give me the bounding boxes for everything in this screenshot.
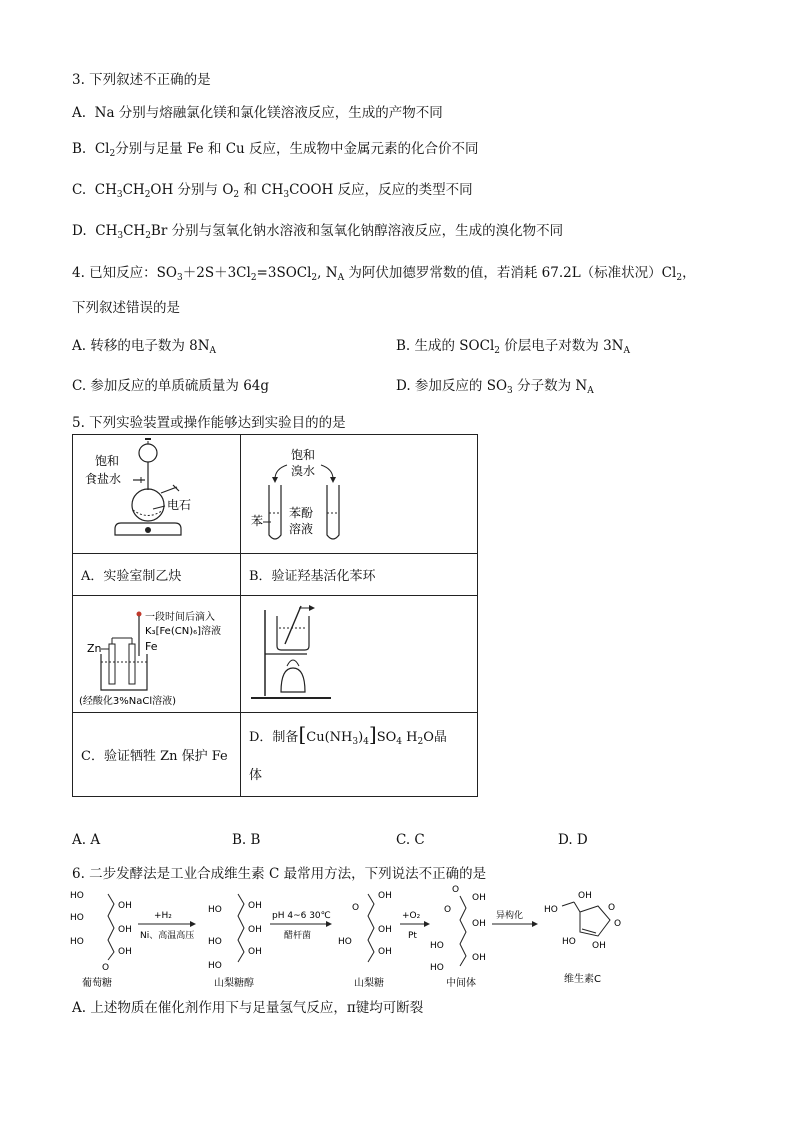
svg-text:OH: OH (472, 919, 486, 929)
svg-text:OH: OH (118, 901, 132, 911)
arrow3-top: +O₂ (402, 911, 421, 921)
svg-text:HO: HO (208, 937, 222, 947)
option-label: C. (72, 182, 87, 198)
q4-option-b: B. 生成的 SOCl$_2$ 价层电子对数为 $3N_A$ (396, 338, 630, 356)
svg-text:HO: HO (430, 941, 444, 951)
q4-stem-line2: 下列叙述错误的是 (72, 300, 180, 316)
svg-text:OH: OH (472, 953, 486, 963)
label-saturated: 饱和 (95, 454, 120, 468)
svg-text:HO: HO (338, 937, 352, 947)
q6-stem: 6. 二步发酵法是工业合成维生素 C 最常用方法，下列说法不正确的是 (72, 866, 487, 882)
svg-text:HO: HO (70, 891, 84, 901)
label-phenol: 苯酚 (289, 506, 314, 520)
svg-text:HO: HO (544, 905, 558, 915)
caption-b: B．验证羟基活化苯环 (241, 554, 478, 596)
intermediate-structure (430, 885, 486, 989)
label-glucose: 葡萄糖 (82, 978, 112, 989)
arrow2-top: pH 4~6 30℃ (272, 911, 331, 921)
label-nacl: (经酸化3%NaCl溶液) (79, 696, 177, 707)
label-ferricyanide: K₃[Fe(CN)₆]溶液 (145, 626, 222, 637)
label-brine: 食盐水 (85, 472, 122, 486)
caption-d: D．制备$[Cu(NH_3)_4]SO_4$ $H_2O$晶 体 (241, 713, 478, 797)
arrow1-top: +H₂ (154, 911, 172, 921)
label-benzene: 苯 (251, 514, 264, 528)
option-label: A. (72, 105, 87, 121)
svg-text:OH: OH (378, 947, 392, 957)
svg-text:OH: OH (248, 901, 262, 911)
svg-text:OH: OH (248, 947, 262, 957)
svg-text:OH: OH (248, 925, 262, 935)
q3-option-b: B. $Cl_2$分别与足量 Fe 和 Cu 反应，生成物中金属元素的化合价不同 (72, 141, 479, 159)
svg-text:OH: OH (118, 947, 132, 957)
vitamin-c-structure (544, 891, 621, 985)
sorbitol-structure (208, 894, 262, 989)
label-zn: Zn (87, 642, 102, 655)
q4-option-c: C. 参加反应的单质硫质量为 64g (72, 378, 270, 394)
q5-choice-d: D. D (558, 832, 588, 848)
option-text: Na 分别与熔融氯化镁和氯化镁溶液反应，生成的产物不同 (94, 105, 443, 121)
q5-choice-c: C. C (396, 832, 425, 848)
svg-text:O: O (614, 919, 622, 929)
sacrificial-anode-figure (73, 596, 239, 708)
figure-b-cell (241, 435, 478, 554)
q6-option-a: A. 上述物质在催化剂作用下与足量氢气反应，π键均可断裂 (72, 1000, 424, 1016)
sorbose-structure (338, 891, 392, 989)
svg-text:O: O (352, 903, 360, 913)
svg-text:OH: OH (472, 893, 486, 903)
q3-stem: 3. 下列叙述不正确的是 (72, 72, 211, 88)
q3-option-d: D. $CH_3CH_2Br$ 分别与氢氧化钠水溶液和氢氧化钠醇溶液反应，生成的溴化物不同 (72, 223, 564, 241)
q4-stem: 4. 已知反应：$SO_3+2S+3Cl_2=3SOCl_2$, $N_A$ 为阿伏加德罗常数的值，若消耗 67.2L（标准状况）$Cl_2$， (72, 265, 696, 283)
q5-stem: 5. 下列实验装置或操作能够达到实验目的的是 (72, 415, 346, 431)
svg-text:O: O (608, 903, 616, 913)
q3-option-c: C. $CH_3CH_2OH$ 分别与 $O_2$ 和 $CH_3COOH$ 反应，反应的类型不同 (72, 182, 473, 200)
label-sorbose: 山梨糖 (354, 978, 384, 989)
figure-d-cell (241, 596, 478, 713)
option-label: D. (72, 223, 87, 239)
svg-text:OH: OH (378, 925, 392, 935)
arrow4-top: 异构化 (496, 911, 524, 921)
label-vitamin-c: 维生素C (564, 974, 601, 985)
q5-choice-b: B. B (232, 832, 261, 848)
svg-text:OH: OH (378, 891, 392, 901)
figure-c-cell (73, 596, 241, 713)
svg-text:O: O (452, 885, 460, 895)
svg-text:HO: HO (562, 937, 576, 947)
svg-text:O: O (444, 905, 452, 915)
caption-a: A．实验室制乙炔 (73, 554, 241, 596)
q3-option-a (72, 101, 443, 121)
arrow3-bottom: Pt (408, 931, 417, 941)
acetylene-apparatus-figure (73, 435, 239, 549)
svg-text:HO: HO (70, 937, 84, 947)
svg-text:HO: HO (208, 961, 222, 971)
label-solution: 溶液 (289, 522, 314, 536)
arrow1-bottom: Ni、高温高压 (140, 931, 195, 941)
label-bromine-water: 溴水 (291, 464, 316, 478)
svg-text:HO: HO (208, 905, 222, 915)
evaporation-figure (241, 596, 476, 708)
figure-a-cell (73, 435, 241, 554)
svg-text:OH: OH (592, 941, 606, 951)
vitamin-c-synthesis-scheme (68, 882, 648, 992)
q5-choice-a: A. A (72, 832, 101, 848)
bromine-water-figure (241, 435, 476, 549)
q4-option-d: D. 参加反应的 $SO_3$ 分子数为 $N_A$ (396, 378, 594, 396)
caption-c: C．验证牺牲 Zn 保护 Fe (73, 713, 241, 797)
label-sorbitol: 山梨糖醇 (214, 978, 254, 989)
label-saturated-b: 饱和 (291, 448, 316, 462)
label-fe: Fe (145, 640, 158, 653)
svg-text:OH: OH (578, 891, 592, 901)
q4-option-a: A. 转移的电子数为 $8N_A$ (72, 338, 217, 356)
label-calcium-carbide: 电石 (167, 498, 192, 512)
arrow2-bottom: 醋杆菌 (284, 931, 312, 941)
experiment-table (72, 434, 478, 797)
glucose-structure (70, 891, 132, 989)
label-dropwise: 一段时间后滴入 (145, 612, 215, 623)
option-label: B. (72, 141, 87, 157)
svg-text:OH: OH (118, 925, 132, 935)
svg-text:HO: HO (430, 963, 444, 973)
svg-text:HO: HO (70, 913, 84, 923)
label-intermediate: 中间体 (446, 978, 476, 989)
svg-text:O: O (102, 963, 110, 973)
